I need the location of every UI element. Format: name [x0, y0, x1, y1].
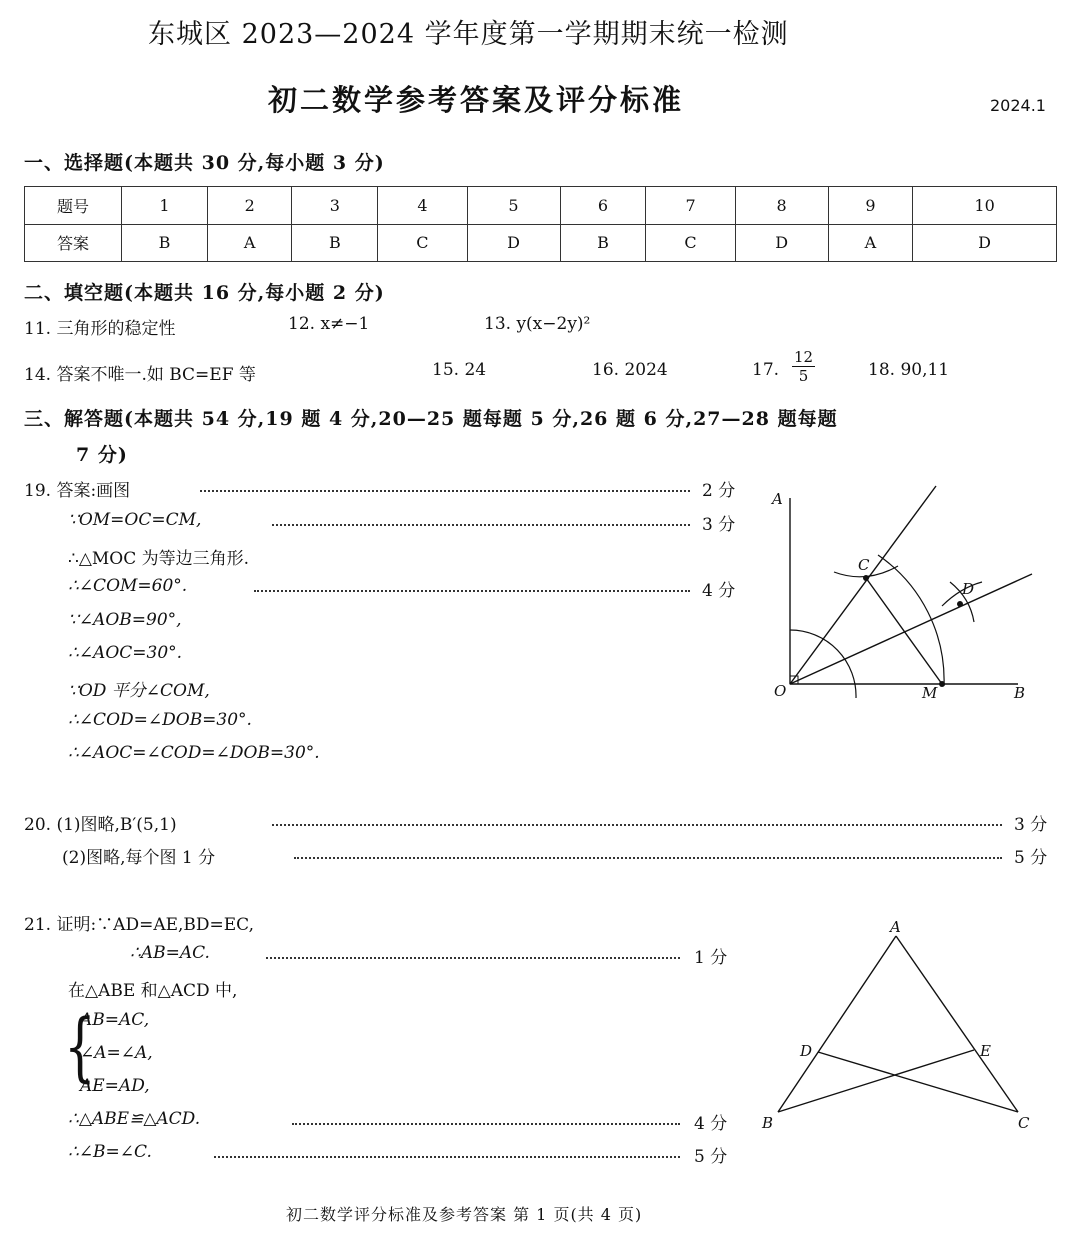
table-cell: 1 [122, 187, 208, 225]
answer-q14: 14. 答案不唯一.如 BC=EF 等 [24, 365, 256, 385]
label-a: A [772, 490, 783, 508]
leader-dots [214, 1150, 680, 1158]
row-label-answer: 答案 [25, 224, 122, 262]
q19-line: ∵OD 平分∠COM, [68, 681, 210, 701]
section1-heading: 一、选择题(本题共 30 分,每小题 3 分) [24, 152, 385, 174]
q21-line: AB=AC, [80, 1010, 150, 1030]
q20-line1: 20. (1)图略,B′(5,1) [24, 815, 177, 835]
label-o: O [774, 682, 787, 700]
q19-line: ∴∠COD=∠DOB=30°. [68, 710, 252, 730]
point-m [939, 681, 945, 687]
leader-dots [292, 1117, 680, 1125]
answer-q17-label: 17. [752, 360, 780, 380]
answer-q12: 12. x≠−1 [288, 314, 370, 334]
q21-line: 21. 证明:∵AD=AE,BD=EC, [24, 915, 254, 935]
point-d [957, 601, 963, 607]
q19-score: 2 分 [702, 481, 736, 501]
q19-line: ∴∠AOC=∠COD=∠DOB=30°. [68, 743, 320, 763]
answer-q17-fraction [792, 348, 815, 385]
label-b: B [1014, 684, 1026, 702]
label-c: C [858, 556, 870, 574]
table-cell: 10 [913, 187, 1057, 225]
leader-dots [272, 518, 690, 526]
table-cell: 8 [735, 187, 828, 225]
system-brace: { [64, 1003, 96, 1091]
label-d: D [962, 580, 975, 598]
q19-line: ∴△MOC 为等边三角形. [68, 549, 250, 569]
table-cell: D [735, 224, 828, 262]
table-cell: 6 [560, 187, 646, 225]
table-cell: 3 [292, 187, 378, 225]
table-cell: 4 [378, 187, 467, 225]
section2-heading: 二、填空题(本题共 16 分,每小题 2 分) [24, 282, 385, 304]
q20-score2: 5 分 [1014, 848, 1048, 868]
q21-line: ∴△ABE≌△ACD. [68, 1109, 201, 1129]
q19-line: 19. 答案:画图 [24, 481, 131, 501]
point-c [863, 575, 869, 581]
leader-dots [266, 951, 680, 959]
answer-row [25, 224, 1057, 262]
answer-q11: 11. 三角形的稳定性 [24, 319, 176, 339]
q19-line: ∴∠COM=60°. [68, 576, 188, 596]
q21-triangle-figure [756, 916, 1046, 1140]
doc-title: 初二数学参考答案及评分标准 [268, 83, 685, 117]
segment-cm [866, 578, 942, 684]
table-cell: D [467, 224, 560, 262]
section3-heading-line2: 7 分) [76, 444, 128, 466]
q21-score: 4 分 [694, 1114, 728, 1134]
segment-ac [896, 936, 1018, 1112]
question-number-row [25, 187, 1057, 225]
label-m: M [922, 684, 938, 702]
table-cell: C [646, 224, 735, 262]
label-d: D [800, 1042, 813, 1060]
fraction-denominator: 5 [798, 367, 809, 385]
label-e: E [980, 1042, 991, 1060]
label-b: B [762, 1114, 774, 1132]
q21-line: ∴AB=AC. [130, 943, 210, 963]
leader-dots [254, 584, 690, 592]
table-cell: B [292, 224, 378, 262]
fraction-numerator: 12 [794, 348, 814, 366]
leader-dots [272, 818, 1002, 826]
page-footer: 初二数学评分标准及参考答案 第 1 页(共 4 页) [286, 1205, 643, 1224]
q19-score: 3 分 [702, 515, 736, 535]
ray-od [790, 574, 1032, 684]
q19-construction-figure [760, 480, 1050, 710]
table-cell: A [207, 224, 292, 262]
leader-dots [294, 851, 1002, 859]
table-cell: A [828, 224, 913, 262]
q19-line: ∵OM=OC=CM, [68, 510, 202, 530]
table-cell: 5 [467, 187, 560, 225]
answer-q13: 13. y(x−2y)² [484, 314, 591, 334]
table-cell: 7 [646, 187, 735, 225]
q19-score: 4 分 [702, 581, 736, 601]
q21-score: 5 分 [694, 1147, 728, 1167]
row-label-question: 题号 [25, 187, 122, 225]
ray-oc [790, 486, 936, 684]
answer-q16: 16. 2024 [592, 360, 668, 380]
q21-score: 1 分 [694, 948, 728, 968]
table-cell: C [378, 224, 467, 262]
q21-line: 在△ABE 和△ACD 中, [68, 981, 238, 1001]
q21-line: ∴∠B=∠C. [68, 1142, 152, 1162]
label-a: A [890, 918, 901, 936]
answer-table [24, 186, 1057, 262]
table-cell: 2 [207, 187, 292, 225]
q21-line: AE=AD, [80, 1076, 150, 1096]
table-cell: D [913, 224, 1057, 262]
segment-ab [778, 936, 896, 1112]
q21-line: ∠A=∠A, [80, 1043, 153, 1063]
q19-line: ∵∠AOB=90°, [68, 610, 182, 630]
exam-title: 东城区 2023—2024 学年度第一学期期末统一检测 [148, 19, 789, 50]
q20-line2: (2)图略,每个图 1 分 [62, 848, 216, 868]
leader-dots [200, 484, 690, 492]
segment-cd [818, 1052, 1018, 1112]
answer-q15: 15. 24 [432, 360, 487, 380]
table-cell: B [560, 224, 646, 262]
answer-q18: 18. 90,11 [868, 360, 950, 380]
doc-date: 2024.1 [990, 96, 1046, 115]
arc [878, 555, 944, 686]
section3-heading-line1: 三、解答题(本题共 54 分,19 题 4 分,20—25 题每题 5 分,26 题 6 分,27—28 题每题 [24, 408, 838, 430]
table-cell: B [122, 224, 208, 262]
table-cell: 9 [828, 187, 913, 225]
q20-score1: 3 分 [1014, 815, 1048, 835]
q19-line: ∴∠AOC=30°. [68, 643, 183, 663]
label-c: C [1018, 1114, 1030, 1132]
